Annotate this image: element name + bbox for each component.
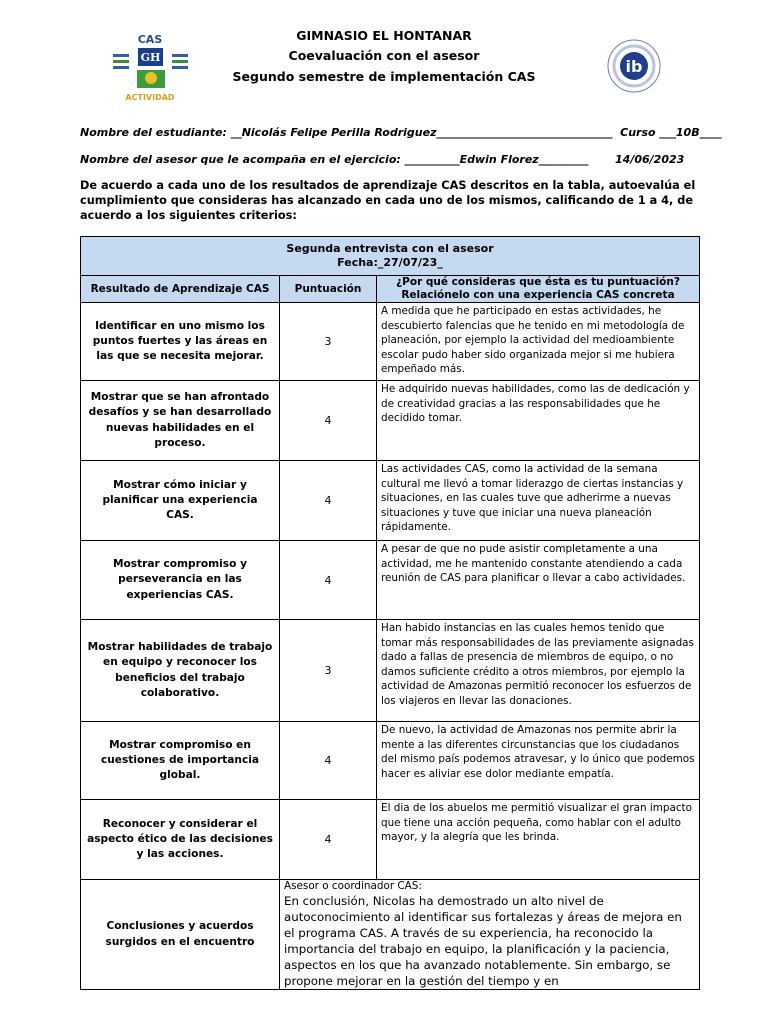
score-cell: 4 [280,541,377,620]
advisor-name-line: Nombre del asesor que le acompaña en el ejercicio: __________Edwin Florez_________ 14/06/2023 [80,153,685,166]
evaluation-table [80,236,700,990]
table-row [81,461,700,541]
table-row [81,541,700,620]
logo-cas-text: CAS [137,33,163,46]
conclusion-label: Conclusiones y acuerdos surgidos en el encuentro [81,880,280,990]
conclusion-text: En conclusión, Nicolas ha demostrado un alto nivel de autoconocimiento al identificar sus fortalezas y áreas de mejora en el programa CAS. A través de su experiencia, ha reconocido la importancia del trabajo en equipo, la planificación y la paciencia, aspectos en los que ha avanzado notablemente. Sin embargo, se propone mejorar en la gestión del tiempo y en [284,894,682,988]
criterion-cell: Mostrar habilidades de trabajo en equipo y reconocer los beneficios del trabajo colaborativo. [81,620,280,722]
column-header-outcome: Resultado de Aprendizaje CAS [81,276,280,303]
answer-cell: Las actividades CAS, como la actividad de la semana cultural me llevó a tomar liderazgo de ciertas instancias y situaciones, en las cuales tuve que adherirme a nuevas situaciones y tuve que iniciar una nueva planeación rápidamente. [377,461,700,541]
table-title [81,237,700,276]
score-cell: 4 [280,722,377,800]
criterion-cell: Reconocer y considerar el aspecto ético de las decisiones y las acciones. [81,800,280,880]
ib-mark: ib [625,57,643,76]
table-row [81,303,700,381]
criterion-cell: Mostrar cómo iniciar y planificar una experiencia CAS. [81,461,280,541]
table-row [81,620,700,722]
score-cell: 3 [280,303,377,381]
logo-monogram: GH [140,51,161,64]
table-row [81,722,700,800]
advisor-label: Asesor o coordinador CAS: [284,880,422,892]
criterion-cell: Mostrar compromiso en cuestiones de importancia global. [81,722,280,800]
criterion-cell: Mostrar que se han afrontado desafíos y se han desarrollado nuevas habilidades en el proceso. [81,381,280,461]
score-cell: 4 [280,800,377,880]
document-subtitle: Coevaluación con el asesor [288,48,480,63]
answer-cell: He adquirido nuevas habilidades, como las de dedicación y de creatividad gracias a las responsabilidades que he decidido tomar. [377,381,700,461]
column-header-score: Puntuación [280,276,377,303]
criterion-cell: Identificar en uno mismo los puntos fuertes y las áreas en las que se necesita mejorar. [81,303,280,381]
document-subtitle-2: Segundo semestre de implementación CAS [232,69,536,84]
column-header-reason: ¿Por qué consideras que ésta es tu puntuación? Relaciónelo con una experiencia CAS concreta [377,276,700,303]
answer-cell: De nuevo, la actividad de Amazonas nos permite abrir la mente a las diferentes circunstancias que los ciudadanos del mismo país podemos atravesar, y lo único que podemos hacer es aliviar ese dolor mediante empatía. [377,722,700,800]
instructions-paragraph: De acuerdo a cada uno de los resultados de aprendizaje CAS descritos en la tabla, autoevalúa el cumplimiento que consideras has alcanzado en cada uno de los mismos, calificando de 1 a 4, de acuerdo a los siguientes criterios: [80,179,696,222]
student-name-line: Nombre del estudiante: __Nicolás Felipe Perilla Rodriguez________________________________ Curso ___10B____ [80,126,722,139]
answer-cell: A pesar de que no pude asistir completamente a una actividad, me he mantenido constante atendiendo a cada reunión de CAS para planificar o llevar a cabo actividades. [377,541,700,620]
interview-title: Segunda entrevista con el asesor [286,241,494,255]
conclusion-cell [280,880,700,990]
answer-cell: A medida que he participado en estas actividades, he descubierto falencias que he tenido en mi metodología de planeación, por ejemplo la actividad del medioambiente escolar pudo haber sido organizada mejor si me hubiera empeñado más. [377,303,700,381]
logo-actividad-text: ACTIVIDAD [125,93,175,102]
criterion-cell: Mostrar compromiso y perseverancia en las experiencias CAS. [81,541,280,620]
score-cell: 4 [280,461,377,541]
school-name: GIMNASIO EL HONTANAR [296,28,472,43]
answer-cell: El dia de los abuelos me permitió visualizar el gran impacto que tiene una acción pequeña, como hablar con el adulto mayor, y la alegría que les brinda. [377,800,700,880]
answer-cell: Han habido instancias en las cuales hemos tenido que tomar más responsabilidades de las previamente asignadas dado a fallas de presencia de miembros de equipo, o no damos suficiente crédito a otros miembros, por ejemplo la actividad de Amazonas permitió reconocer los esfuerzos de los viajeros en llevar las donaciones. [377,620,700,722]
score-cell: 3 [280,620,377,722]
score-cell: 4 [280,381,377,461]
interview-date: Fecha:_27/07/23_ [337,256,443,269]
conclusion-row [81,880,700,990]
table-row [81,381,700,461]
table-row [81,800,700,880]
